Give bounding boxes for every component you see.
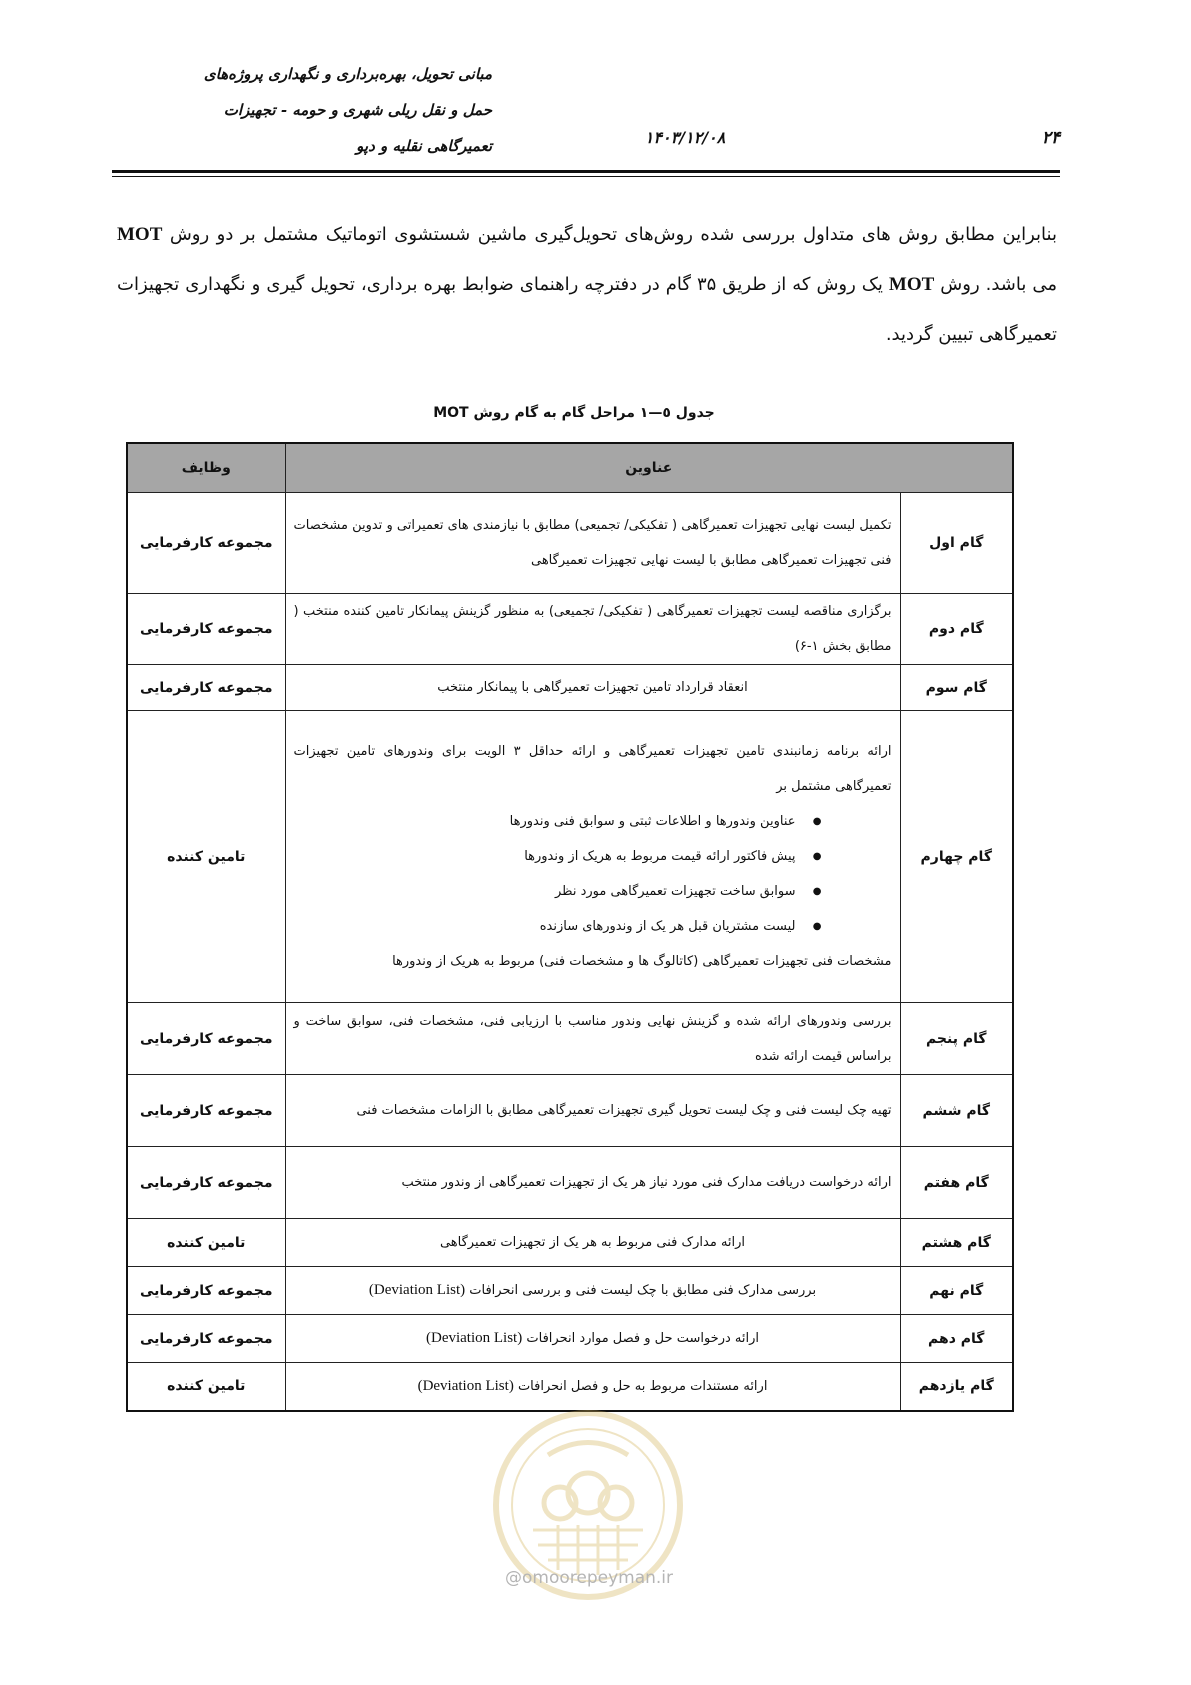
header-title-line: مبانی تحویل، بهره‌برداری و نگهداری پروژه‌های: [203, 65, 492, 83]
at-icon: @: [505, 1568, 522, 1588]
table-row: [127, 1003, 1013, 1075]
table-row: [127, 1315, 1013, 1363]
duty-cell: مجموعه کارفرمایی: [127, 1315, 285, 1363]
duty-cell: تامین کننده: [127, 711, 285, 1003]
table-header-row: [127, 443, 1013, 493]
table-row: [127, 1267, 1013, 1315]
description-intro: ارائه برنامه زمانبندی تامین تجهیزات تعمیرگاهی و ارائه حداقل ۳ الویت برای وندورهای تامین تجهیزات تعمیرگاهی مشتمل بر: [293, 744, 892, 794]
description-cell: بررسی وندورهای ارائه شده و گزینش نهایی وندور مناسب با ارزیابی فنی، مشخصات فنی، سوابق ساخت و براساس قیمت ارائه شده: [285, 1003, 900, 1075]
bullet-item: ● لیست مشتریان قبل هر یک از وندورهای سازنده: [294, 909, 822, 944]
duty-cell: مجموعه کارفرمایی: [127, 594, 285, 665]
table-row: [127, 1147, 1013, 1219]
duty-cell: مجموعه کارفرمایی: [127, 493, 285, 594]
step-cell: گام چهارم: [900, 711, 1013, 1003]
watermark-site: [505, 1568, 705, 1588]
duty-cell: مجموعه کارفرمایی: [127, 1267, 285, 1315]
step-cell: گام یازدهم: [900, 1363, 1013, 1411]
step-cell: گام دهم: [900, 1315, 1013, 1363]
header-title-line: تعمیرگاهی نقلیه و دپو: [356, 137, 492, 155]
description-cell: ارائه مدارک فنی مربوط به هر یک از تجهیزات تعمیرگاهی: [285, 1219, 900, 1267]
table-caption: جدول ٥—١ مراحل گام به گام روش MOT: [433, 405, 715, 421]
description-cell: [285, 1267, 900, 1315]
paragraph-text: یک روش که از طریق ۳۵ گام در دفترچه راهنمای ضوابط بهره برداری، تحویل گیری و نگهداری تجهیزات تعمیرگاهی تبیین گردید.: [117, 274, 1057, 345]
duty-cell: مجموعه کارفرمایی: [127, 1075, 285, 1147]
description-cell: [285, 1315, 900, 1363]
description-cell: [285, 1363, 900, 1411]
running-header-title: [132, 60, 492, 168]
step-cell: گام پنجم: [900, 1003, 1013, 1075]
deviation-list-label: (Deviation List): [368, 1282, 466, 1298]
description-cell: ارائه درخواست دریافت مدارک فنی مورد نیاز هر یک از تجهیزات تعمیرگاهی از وندور منتخب: [285, 1147, 900, 1219]
bullet-list: [294, 804, 892, 944]
description-cell: [285, 711, 900, 1003]
step-cell: گام دوم: [900, 594, 1013, 665]
paragraph-text: بنابراین مطابق روش های متداول بررسی شده روش‌های تحویل‌گیری ماشین شستشوی اتوماتیک مشتمل بر دو روش: [162, 224, 1057, 245]
header-rule-thin: [112, 176, 1060, 177]
table-row: [127, 665, 1013, 711]
watermark-url: omoorepeyman.ir: [522, 1568, 674, 1588]
header-titles: عناوین: [285, 443, 1013, 493]
description-cell: برگزاری مناقصه لیست تجهیزات تعمیرگاهی ( تفکیکی/ تجمیعی) به منظور گزینش پیمانکار تامین کننده منتخب ( مطابق بخش ۱-۶): [285, 594, 900, 665]
paragraph-text: می باشد. روش: [934, 274, 1057, 295]
duty-cell: تامین کننده: [127, 1363, 285, 1411]
description-cell: تهیه چک لیست فنی و چک لیست تحویل گیری تجهیزات تعمیرگاهی مطابق با الزامات مشخصات فنی: [285, 1075, 900, 1147]
description-outro: مشخصات فنی تجهیزات تعمیرگاهی (کاتالوگ ها و مشخصات فنی) مربوط به هریک از وندورها: [392, 954, 892, 969]
mot-steps-table: [126, 442, 1014, 1412]
duty-cell: تامین کننده: [127, 1219, 285, 1267]
step-cell: گام هشتم: [900, 1219, 1013, 1267]
step-cell: گام نهم: [900, 1267, 1013, 1315]
step-cell: گام سوم: [900, 665, 1013, 711]
header-rule-thick: [112, 170, 1060, 173]
bullet-item: ● پیش فاکتور ارائه قیمت مربوط به هریک از وندورها: [294, 839, 822, 874]
header-duties: وظایف: [127, 443, 285, 493]
description-text: ارائه مستندات مربوط به حل و فصل انحرافات: [513, 1378, 768, 1394]
description-text: بررسی مدارک فنی مطابق با چک لیست فنی و بررسی انحرافات: [465, 1283, 817, 1298]
duty-cell: مجموعه کارفرمایی: [127, 665, 285, 711]
description-cell: انعقاد قرارداد تامین تجهیزات تعمیرگاهی با پیمانکار منتخب: [285, 665, 900, 711]
step-cell: گام هفتم: [900, 1147, 1013, 1219]
table-row: [127, 1219, 1013, 1267]
header-date: ۱۴۰۳/۱۲/۰۸: [644, 128, 726, 147]
body-paragraph: [117, 210, 1057, 360]
table-row: [127, 1363, 1013, 1411]
step-cell: گام ششم: [900, 1075, 1013, 1147]
deviation-list-label: (Deviation List): [417, 1377, 514, 1394]
paragraph-mot: MOT: [888, 274, 935, 295]
page-number: ۲۴: [1041, 128, 1060, 148]
paragraph-mot: MOT: [117, 224, 163, 245]
description-cell: تکمیل لیست نهایی تجهیزات تعمیرگاهی ( تفکیکی/ تجمیعی) مطابق با نیازمندی های تعمیراتی و تدوین مشخصات فنی تجهیزات تعمیرگاهی مطابق با لیست نهایی تجهیزات تعمیرگاهی: [285, 493, 900, 594]
description-text: ارائه درخواست حل و فصل موارد انحرافات: [522, 1331, 760, 1346]
duty-cell: مجموعه کارفرمایی: [127, 1003, 285, 1075]
header-title-line: حمل و نقل ریلی شهری و حومه - تجهیزات: [223, 101, 492, 119]
deviation-list-label: (Deviation List): [425, 1330, 523, 1346]
duty-cell: مجموعه کارفرمایی: [127, 1147, 285, 1219]
table-row: [127, 711, 1013, 1003]
table-row: [127, 493, 1013, 594]
table-row: [127, 594, 1013, 665]
table-row: [127, 1075, 1013, 1147]
bullet-item: ● عناوین وندورها و اطلاعات ثبتی و سوابق فنی وندورها: [294, 804, 822, 839]
step-cell: گام اول: [900, 493, 1013, 594]
bullet-item: ● سوابق ساخت تجهیزات تعمیرگاهی مورد نظر: [294, 874, 822, 909]
